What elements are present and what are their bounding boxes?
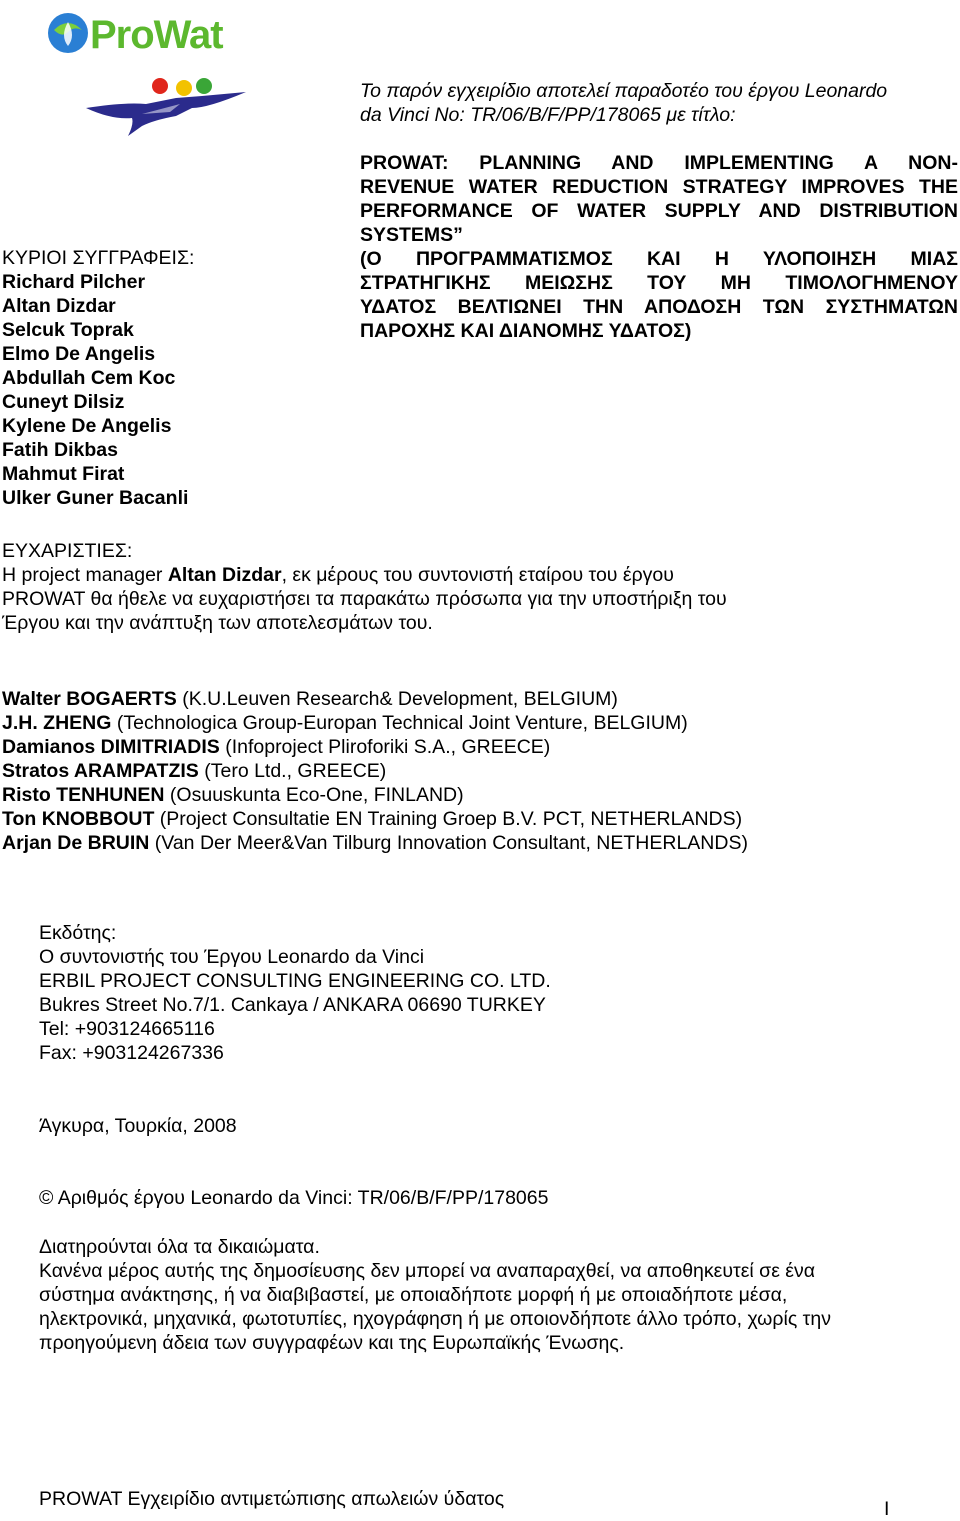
contributor-name: Ton KNOBBOUT [2, 808, 155, 830]
intro-line: da Vinci No: TR/06/B/F/PP/178065 με τίτλο: [360, 104, 736, 126]
authors-block [2, 246, 342, 510]
contributor-org: (K.U.Leuven Research& Development, BELGIUM) [176, 688, 618, 710]
rights-line: Κανένα μέρος αυτής της δημοσίευσης δεν μπορεί να αναπαραχθεί, να αποθηκευτεί σε ένα [39, 1260, 816, 1282]
rights-line: ηλεκτρονικά, μηχανικά, φωτοτυπίες, ηχογράφηση ή με οποιονδήποτε άλλο τρόπο, χωρίς την [39, 1308, 831, 1330]
contributor-org: (Van Der Meer&Van Tilburg Innovation Consultant, NETHERLANDS) [149, 832, 748, 854]
acknowledgements-block [2, 539, 932, 635]
title-line: ΥΔΑΤΟΣ ΒΕΛΤΙΩΝΕΙ ΤΗΝ ΑΠΟΔΟΣΗ ΤΩΝ ΣΥΣΤΗΜΑΤΩΝ [360, 296, 958, 318]
prowat-logo [44, 8, 249, 58]
ack-manager-name: Altan Dizdar [167, 564, 282, 586]
contributor-item [2, 807, 942, 831]
author-name: Abdullah Cem Koc [2, 367, 176, 389]
contributor-org: (Infoproject Pliroforiki S.A., GREECE) [219, 736, 551, 758]
publisher-line: Ο συντονιστής του Έργου Leonardo da Vinci [39, 946, 425, 968]
contributor-item [2, 711, 942, 735]
author-name: Kylene De Angelis [2, 415, 172, 437]
contributor-name: Stratos ARAMPATZIS [2, 760, 199, 782]
contributor-org: (Technologica Group-Europan Technical Joint Venture, BELGIUM) [111, 712, 688, 734]
publisher-line: ERBIL PROJECT CONSULTING ENGINEERING CO. LTD. [39, 970, 551, 992]
author-name: Selcuk Toprak [2, 319, 134, 341]
author-name: Elmo De Angelis [2, 343, 156, 365]
logo-text: ProWat [90, 13, 223, 57]
publisher-phone: Tel: +903124665116 [39, 1018, 215, 1040]
publisher-heading: Εκδότης: [39, 922, 117, 944]
title-line: REVENUE WATER REDUCTION STRATEGY IMPROVES THE [360, 176, 958, 198]
publisher-block [39, 921, 939, 1065]
title-line: PERFORMANCE OF WATER SUPPLY AND DISTRIBUTION [360, 200, 958, 222]
contributors-list [2, 687, 942, 855]
contributor-name: Damianos DIMITRIADIS [2, 736, 220, 758]
contributor-item [2, 783, 942, 807]
title-line: SYSTEMS” [360, 224, 463, 246]
contributor-org: (Tero Ltd., GREECE) [198, 760, 387, 782]
page-number: I [884, 1498, 890, 1520]
contributor-org: (Project Consultatie EN Training Groep B.V. PCT, NETHERLANDS) [154, 808, 743, 830]
acknowledgements-heading: ΕΥΧΑΡΙΣΤΙΕΣ: [2, 540, 133, 562]
rights-block [39, 1235, 929, 1355]
publisher-fax: Fax: +903124267336 [39, 1042, 224, 1064]
acknowledgements-line: Έργου και την ανάπτυξη των αποτελεσμάτων του. [2, 612, 433, 634]
ack-text: , εκ μέρους του συντονιστή εταίρου του έργου [281, 564, 674, 586]
title-line: ΠΑΡΟΧΗΣ ΚΑΙ ΔΙΑΝΟΜΗΣ ΥΔΑΤΟΣ) [360, 320, 692, 342]
rights-line: προηγούμενη άδεια των συγγραφέων και της Ευρωπαϊκής Ένωσης. [39, 1332, 625, 1354]
rights-line: σύστημα ανάκτησης, ή να διαβιβαστεί, με οποιαδήποτε μορφή ή με οποιαδήποτε μέσα, [39, 1284, 788, 1306]
author-name: Richard Pilcher [2, 271, 146, 293]
place-date: Άγκυρα, Τουρκία, 2008 [39, 1115, 237, 1137]
leonardo-figure-icon [84, 74, 250, 138]
leonardo-logo [84, 74, 250, 138]
intro-line: Το παρόν εγχειρίδιο αποτελεί παραδοτέο του έργου Leonardo [360, 80, 888, 102]
contributor-name: J.H. ZHENG [2, 712, 112, 734]
author-name: Altan Dizdar [2, 295, 116, 317]
title-line: ΣΤΡΑΤΗΓΙΚΗΣ ΜΕΙΩΣΗΣ ΤΟΥ ΜΗ ΤΙΜΟΛΟΓΗΜΕΝΟΥ [360, 272, 958, 294]
acknowledgements-line [2, 563, 932, 587]
contributor-item [2, 735, 942, 759]
publisher-line: Bukres Street No.7/1. Cankaya / ANKARA 06690 TURKEY [39, 994, 546, 1016]
title-line: PROWAT: PLANNING AND IMPLEMENTING A NON- [360, 152, 958, 174]
contributor-name: Risto TENHUNEN [2, 784, 165, 806]
copyright-line: © Αριθμός έργου Leonardo da Vinci: TR/06/B/F/PP/178065 [39, 1187, 549, 1209]
author-name: Cuneyt Dilsiz [2, 391, 125, 413]
document-title [360, 151, 958, 343]
prowat-logo-icon [44, 8, 249, 58]
contributor-item [2, 687, 942, 711]
authors-heading: ΚΥΡΙΟΙ ΣΥΓΓΡΑΦΕΙΣ: [2, 247, 195, 269]
rights-line: Διατηρούνται όλα τα δικαιώματα. [39, 1236, 320, 1258]
title-line: (Ο ΠΡΟΓΡΑΜΜΑΤΙΣΜΟΣ ΚΑΙ Η ΥΛΟΠΟΙΗΣΗ ΜΙΑΣ [360, 248, 958, 270]
contributor-name: Walter BOGAERTS [2, 688, 177, 710]
contributor-item [2, 831, 942, 855]
author-name: Mahmut Firat [2, 463, 125, 485]
contributor-org: (Osuuskunta Eco-One, FINLAND) [164, 784, 464, 806]
author-name: Ulker Guner Bacanli [2, 487, 189, 509]
contributor-item [2, 759, 942, 783]
contributor-name: Arjan De BRUIN [2, 832, 150, 854]
author-name: Fatih Dikbas [2, 439, 118, 461]
page-footer: PROWAT Εγχειρίδιο αντιμετώπισης απωλειών ύδατος [39, 1488, 505, 1510]
acknowledgements-line: PROWAT θα ήθελε να ευχαριστήσει τα παρακάτω πρόσωπα για την υποστήριξη του [2, 588, 727, 610]
intro-text [360, 79, 958, 127]
ack-text: Η project manager [2, 564, 168, 586]
